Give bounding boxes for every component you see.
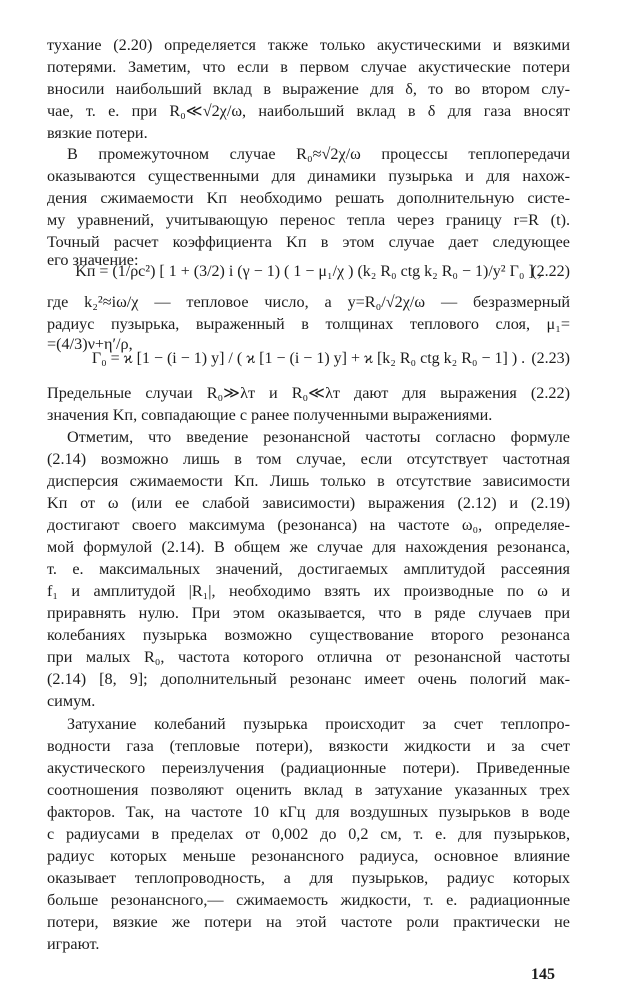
text-line: играют. <box>47 935 100 953</box>
text-line: вязкие потери. <box>47 124 148 142</box>
formula-2-23: Γ₀ = ϰ [1 − (i − 1) y] / ( ϰ [1 − (i − 1) y] + ϰ [k₂ R₀ ctg k₂ R₀ − 1] ) . <box>91 350 526 367</box>
text-line: с радиусами в пределах от 0,002 до 0,2 см, т. е. для пузырьков, <box>47 825 570 843</box>
text-line: радиус пузырька, выраженный в толщинах теплового слоя, μ₁= <box>47 315 570 333</box>
text-line: потерями. Заметим, что если в первом случае акустические потери <box>47 58 570 76</box>
page-number: 145 <box>531 966 555 983</box>
formula-2-22: Kп = (1/ρc²) [ 1 + (3/2) i (γ − 1) ( 1 − μ₁/χ ) (k₂ R₀ ctg k₂ R₀ − 1)/y² Γ₀ ] , <box>75 263 542 280</box>
text-line: приравнять нулю. При этом оказывается, что в ряде случаев при <box>47 604 570 622</box>
text-line: В промежуточном случае R₀≈√2χ/ω процессы теплопередачи <box>67 145 570 163</box>
text-line: т. е. максимальных значений, достигаемых амплитудой рассеяния <box>47 560 570 578</box>
text-line: дисперсия сжимаемости Kп. Лишь только в отсутствие зависимости <box>47 472 570 490</box>
text-line: больше резонансного,— сжимаемость жидкости, т. е. радиационные <box>47 891 570 909</box>
text-line: оказывает теплопроводность, а для пузырьков, радиус которых <box>47 869 570 887</box>
text-line: мой формулой (2.14). В общем же случае для нахождения резонанса, <box>47 538 570 556</box>
text-line: Предельные случаи R₀≫λт и R₀≪λт дают для выражения (2.22) <box>47 384 570 402</box>
text-line: акустического переизлучения (радиационные потери). Приведенные <box>47 759 570 777</box>
text-line: дения сжимаемости Kп необходимо решать дополнительную систе- <box>47 189 570 207</box>
text-line: где k₂²≈iω/χ — тепловое число, а y=R₀/√2χ/ω — безразмерный <box>47 293 570 311</box>
text-line: Затухание колебаний пузырька происходит за счет теплопро- <box>67 715 570 733</box>
text-line: его значение: <box>47 251 139 269</box>
text-line: f₁ и амплитудой |R₁|, необходимо взять их производные по ω и <box>47 582 570 600</box>
text-line: значения Kп, совпадающие с ранее полученными выражениями. <box>47 406 493 424</box>
text-line: симум. <box>47 692 96 710</box>
text-line: факторов. Так, на частоте 10 кГц для воздушных пузырьков в воде <box>47 803 570 821</box>
text-line: тухание (2.20) определяется также только акустическими и вязкими <box>47 36 570 54</box>
text-line: (2.14) возможно лишь в том случае, если отсутствует частотная <box>47 450 570 468</box>
text-line: при малых R₀, частота которого отлична от резонансной частоты <box>47 648 570 666</box>
text-line: водности газа (тепловые потери), вязкости жидкости и за счет <box>47 737 570 755</box>
text-line: колебаниях пузырька возможно существование второго резонанса <box>47 626 570 644</box>
text-line: вносили наибольший вклад в выражение для δ, то во втором слу- <box>47 80 570 98</box>
text-line: достигают своего максимума (резонанса) на частоте ω₀, определяе- <box>47 516 570 534</box>
text-line: =(4/3)ν+η′/ρ, <box>47 335 133 353</box>
equation-number: (2.23) <box>531 350 570 367</box>
text-line: чае, т. е. при R₀≪√2χ/ω, наибольший вклад в δ для газа вносят <box>47 102 570 120</box>
text-line: му уравнений, учитывающую перенос тепла через границу r=R (t). <box>47 211 570 229</box>
equation-number: (2.22) <box>531 263 570 280</box>
text-line: соотношения позволяют оценить вклад в затухание указанных трех <box>47 781 570 799</box>
text-line: радиус которых меньше резонансного радиуса, основное влияние <box>47 847 570 865</box>
text-line: Отметим, что введение резонансной частоты согласно формуле <box>67 428 570 446</box>
text-line: потери, вязкие же потери на этой частоте роли практически не <box>47 913 570 931</box>
text-line: (2.14) [8, 9]; дополнительный резонанс имеет очень пологий мак- <box>47 670 570 688</box>
text-line: оказываются существенными для динамики пузырька и для нахож- <box>47 167 570 185</box>
text-line: Точный расчет коэффициента Kп в этом случае дает следующее <box>47 233 570 251</box>
text-line: Kп от ω (или ее слабой зависимости) выражения (2.12) и (2.19) <box>47 494 570 512</box>
